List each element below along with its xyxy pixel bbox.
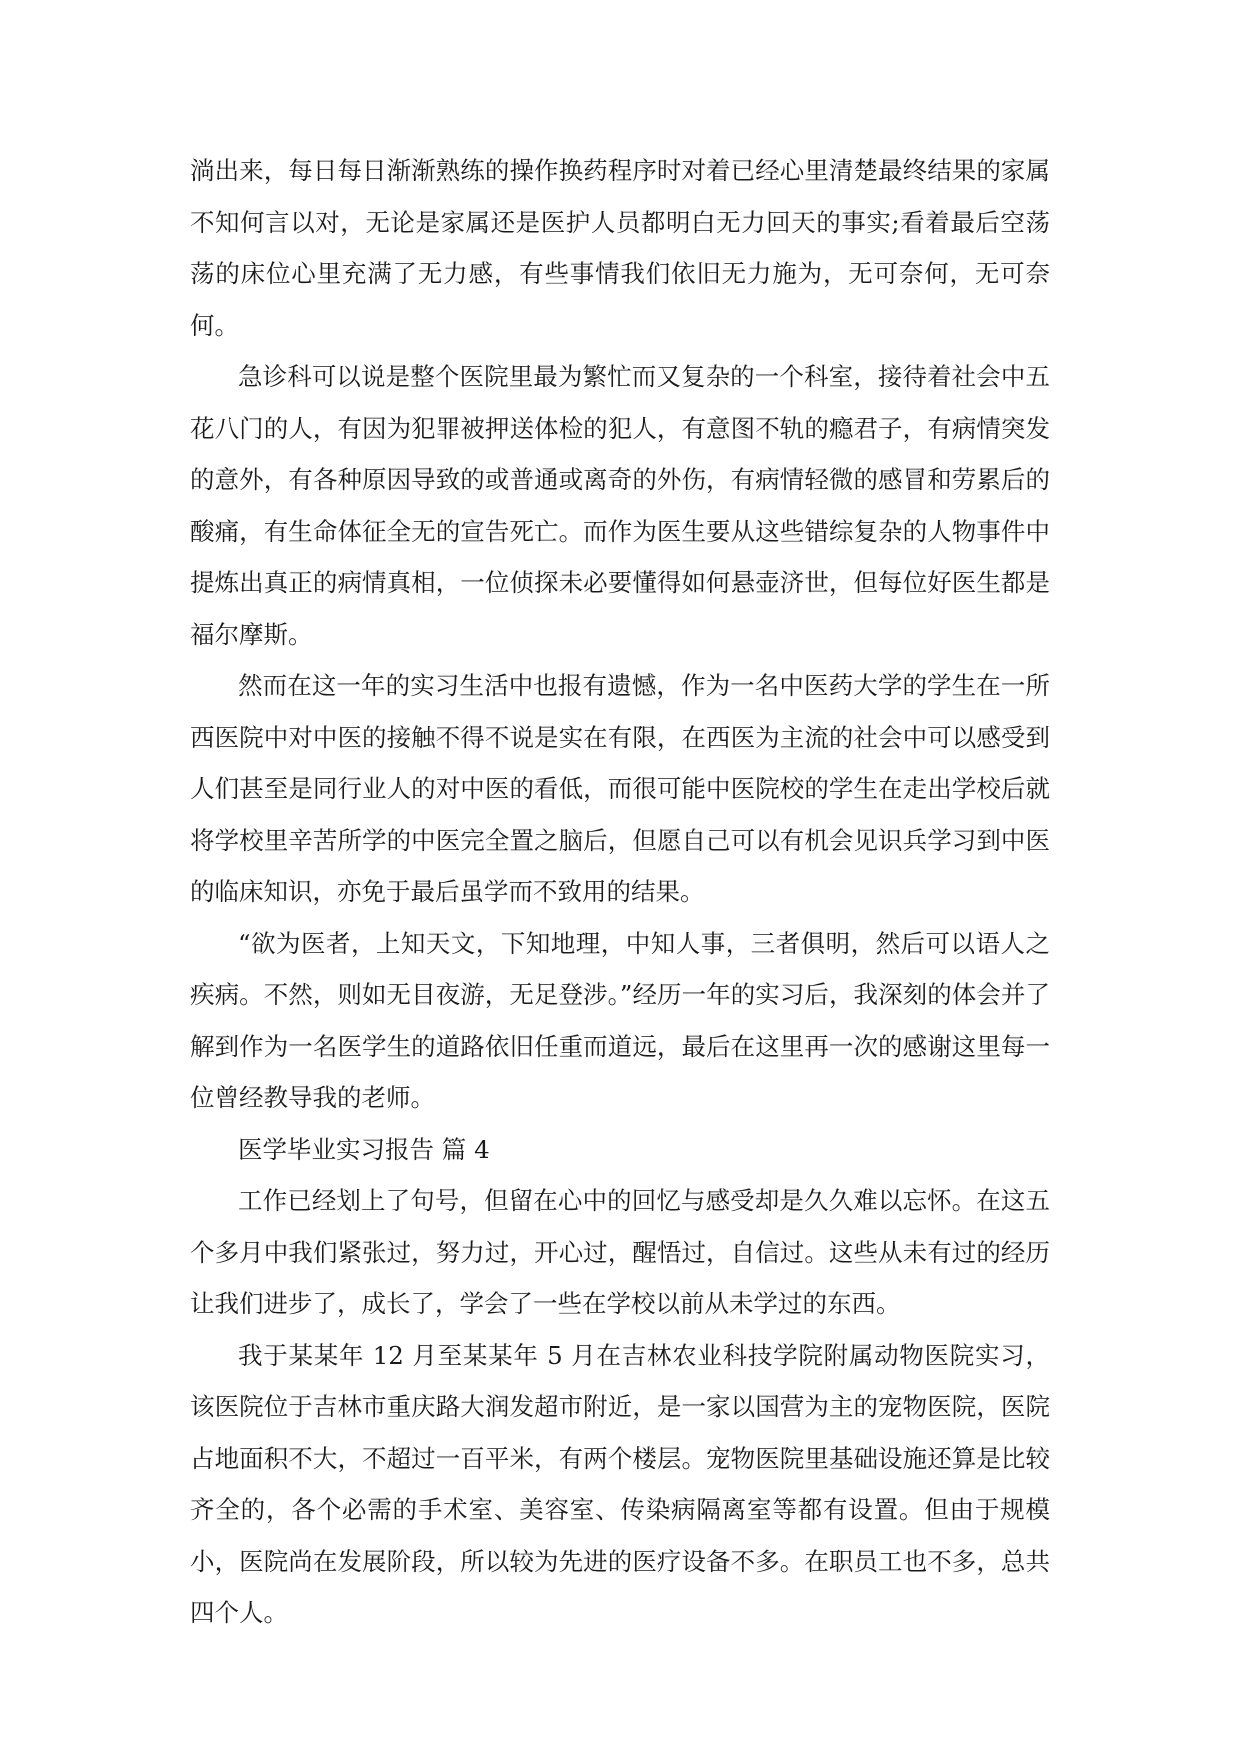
- document-body: [190, 145, 1050, 1639]
- paragraph-work-reflection: 工作已经划上了句号，但留在心中的回忆与感受却是久久难以忘怀。在这五个多月中我们紧张过，努力过，开心过，醒悟过，自信过。这些从未有过的经历让我们进步了，成长了，学会了一些在学校以前从未学过的东西。: [190, 1186, 1050, 1318]
- paragraph-regrets: 然而在这一年的实习生活中也报有遗憾，作为一名中医药大学的学生在一所西医院中对中医的接触不得不说是实在有限，在西医为主流的社会中可以感受到人们甚至是同行业人的对中医的看低，而很可能中医院校的学生在走出学校后就将学校里辛苦所学的中医完全置之脑后，但愿自己可以有机会见识兵学习到中医的临床知识，亦免于最后虽学而不致用的结果。: [190, 671, 1050, 906]
- paragraph-continuation: 淌出来，每日每日渐渐熟练的操作换药程序时对着已经心里清楚最终结果的家属不知何言以对，无论是家属还是医护人员都明白无力回天的事实;看着最后空荡荡的床位心里充满了无力感，有些事情我们依旧无力施为，无可奈何，无可奈何。: [190, 156, 1050, 340]
- paragraph-internship-hospital: 我于某某年 12 月至某某年 5 月在吉林农业科技学院附属动物医院实习，该医院位于吉林市重庆路大润发超市附近，是一家以国营为主的宠物医院，医院占地面积不大，不超过一百平米，有两个楼层。宠物医院里基础设施还算是比较齐全的，各个必需的手术室、美容室、传染病隔离室等都有设置。但由于规模小，医院尚在发展阶段，所以较为先进的医疗设备不多。在职员工也不多，总共四个人。: [190, 1340, 1050, 1627]
- paragraph-emergency-department: 急诊科可以说是整个医院里最为繁忙而又复杂的一个科室，接待着社会中五花八门的人，有因为犯罪被押送体检的犯人，有意图不轨的瘾君子，有病情突发的意外，有各种原因导致的或普通或离奇的外伤，有病情轻微的感冒和劳累后的酸痛，有生命体征全无的宣告死亡。而作为医生要从这些错综复杂的人物事件中提炼出真正的病情真相，一位侦探未必要懂得如何悬壶济世，但每位好医生都是福尔摩斯。: [190, 362, 1050, 649]
- paragraph-quote-conclusion: “欲为医者，上知天文，下知地理，中知人事，三者俱明，然后可以语人之疾病。不然，则如无目夜游，无足登涉。”经历一年的实习后，我深刻的体会并了解到作为一名医学生的道路依旧任重而道远，最后在这里再一次的感谢这里每一位曾经教导我的老师。: [190, 928, 1050, 1112]
- section-heading: 医学毕业实习报告 篇 4: [238, 1134, 490, 1164]
